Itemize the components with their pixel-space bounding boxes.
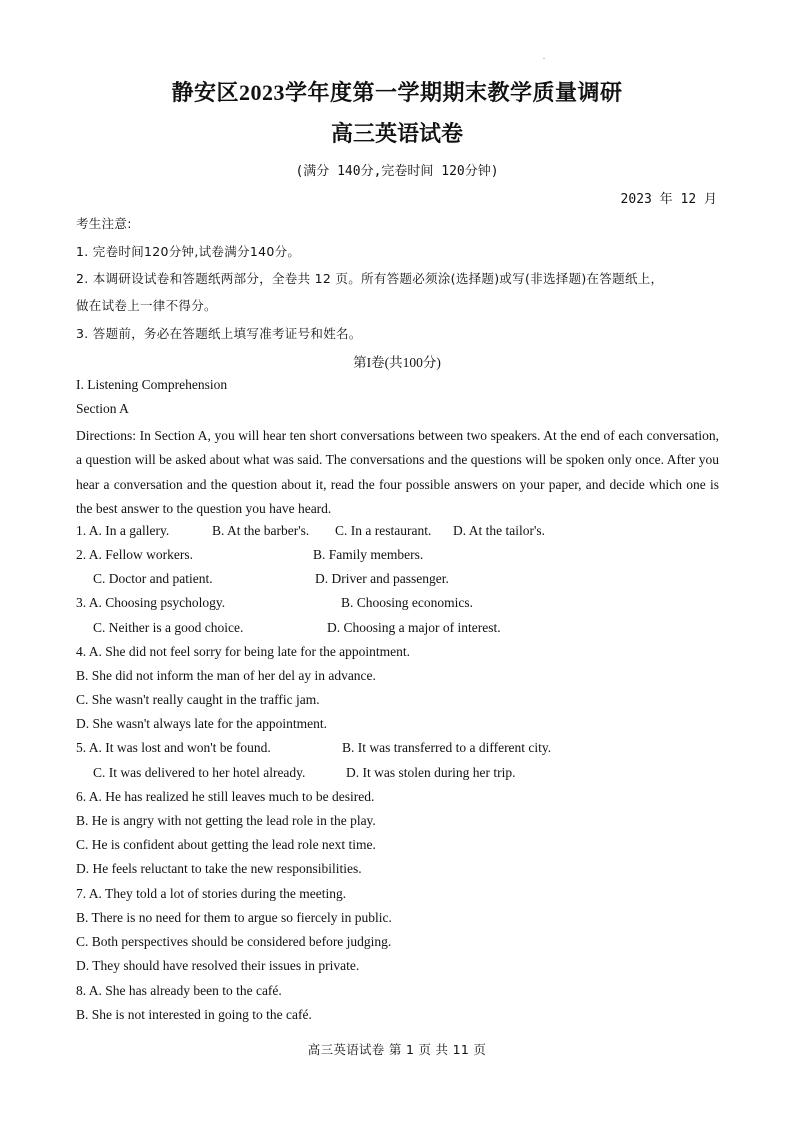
q6-option-b: B. He is angry with not getting the lead role in the play. — [76, 813, 376, 828]
q1-option-c: C. In a restaurant. — [335, 523, 432, 538]
q6-option-a: 6. A. He has realized he still leaves much to be desired. — [76, 789, 375, 804]
notice-item-2: 2. 本调研设试卷和答题纸两部分，全卷共 12 页。所有答题必须涂(选择题)或写(非选择题)在答题纸上， — [76, 271, 664, 286]
q5-option-b: B. It was transferred to a different city. — [342, 740, 552, 755]
q1-option-d: D. At the tailor's. — [453, 523, 546, 538]
q7-option-a: 7. A. They told a lot of stories during the meeting. — [76, 886, 347, 901]
q4-option-c: C. She wasn't really caught in the traffic jam. — [76, 692, 320, 707]
score-time-note: (满分 140分,完卷时间 120分钟) — [295, 164, 499, 179]
q8-option-b: B. She is not interested in going to the café. — [76, 1007, 312, 1022]
part-heading: 第I卷(共100分) — [353, 355, 441, 370]
q8-option-a: 8. A. She has already been to the café. — [76, 983, 282, 998]
notice-item-2-continued: 做在试卷上一律不得分。 — [76, 298, 217, 313]
section-title: I. Listening Comprehension — [76, 377, 228, 392]
q3-option-a: 3. A. Choosing psychology. — [76, 595, 226, 610]
section-a-heading: Section A — [76, 401, 129, 416]
q4-option-a: 4. A. She did not feel sorry for being late for the appointment. — [76, 644, 411, 659]
page-footer: 高三英语试卷 第 1 页 共 11 页 — [307, 1042, 487, 1057]
q6-option-d: D. He feels reluctant to take the new responsibilities. — [76, 861, 362, 876]
q5-option-d: D. It was stolen during her trip. — [346, 765, 516, 780]
q6-option-c: C. He is confident about getting the lead role next time. — [76, 837, 376, 852]
exam-subtitle: 高三英语试卷 — [330, 121, 463, 146]
exam-title: 静安区2023学年度第一学期期末教学质量调研 — [171, 80, 623, 105]
q3-option-b: B. Choosing economics. — [341, 595, 473, 610]
q7-option-d: D. They should have resolved their issues in private. — [76, 958, 360, 973]
q3-option-c: C. Neither is a good choice. — [93, 620, 244, 635]
notice-heading: 考生注意: — [76, 216, 132, 231]
notice-item-1: 1. 完卷时间120分钟,试卷满分140分。 — [76, 244, 301, 259]
q2-option-a: 2. A. Fellow workers. — [76, 547, 193, 562]
directions-paragraph: Directions: In Section A, you will hear ten short conversations between two speakers. At the end of each conversation, a question will be asked about what was said. The conversations and the questions will be spoken only once. After you hear a conversation and the question about it, read the four possible answers on your paper, and decide which one is the best answer to the question you have heard. — [76, 428, 719, 517]
q1-option-a: 1. A. In a gallery. — [76, 523, 170, 538]
stray-dot: . — [543, 52, 545, 61]
q2-option-d: D. Driver and passenger. — [315, 571, 449, 586]
q1-option-b: B. At the barber's. — [212, 523, 310, 538]
q5-option-c: C. It was delivered to her hotel already. — [93, 765, 306, 780]
q4-option-b: B. She did not inform the man of her del ay in advance. — [76, 668, 376, 683]
notice-item-3: 3. 答题前，务必在答题纸上填写准考证号和姓名。 — [76, 326, 362, 341]
q7-option-b: B. There is no need for them to argue so fiercely in public. — [76, 910, 392, 925]
q5-option-a: 5. A. It was lost and won't be found. — [76, 740, 271, 755]
q2-option-c: C. Doctor and patient. — [93, 571, 213, 586]
q4-option-d: D. She wasn't always late for the appointment. — [76, 716, 327, 731]
q7-option-c: C. Both perspectives should be considered before judging. — [76, 934, 392, 949]
q3-option-d: D. Choosing a major of interest. — [327, 620, 501, 635]
exam-date: 2023 年 12 月 — [620, 192, 717, 207]
q2-option-b: B. Family members. — [313, 547, 424, 562]
